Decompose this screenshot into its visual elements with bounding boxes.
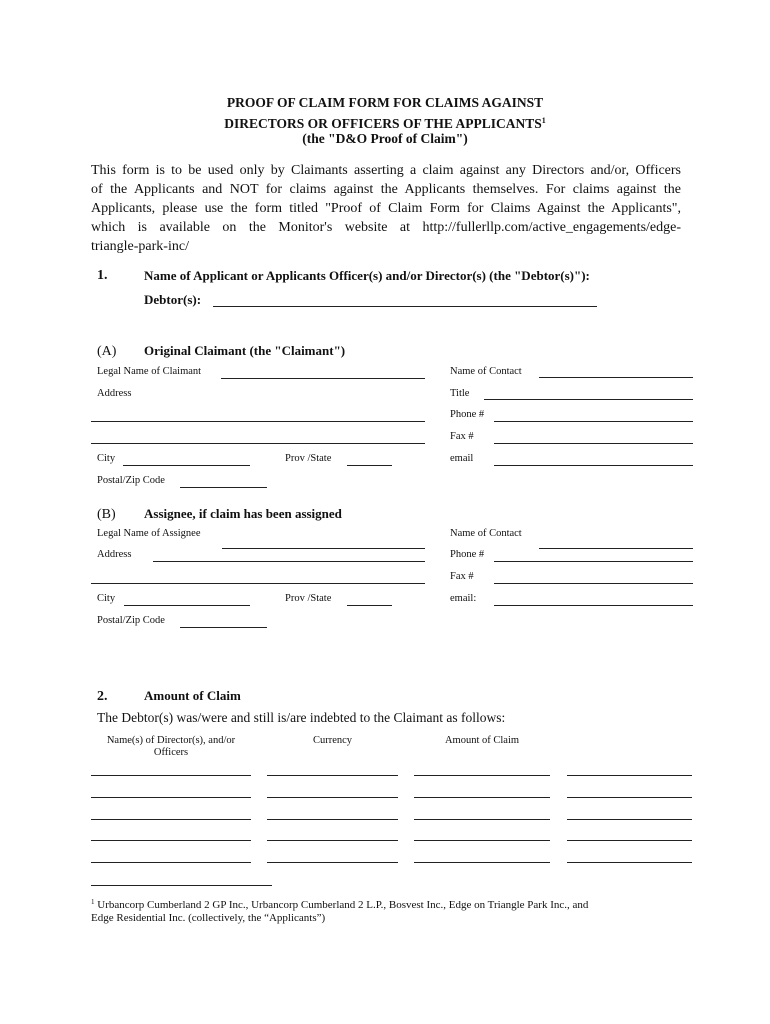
legal-name-assignee-label: Legal Name of Assignee xyxy=(97,528,201,539)
claim-row-extra-line[interactable] xyxy=(567,775,692,776)
assignee-prov-state-label: Prov /State xyxy=(285,593,332,604)
column-header-amount: Amount of Claim xyxy=(444,735,520,746)
claim-row-extra-line[interactable] xyxy=(567,819,692,820)
phone-label: Phone # xyxy=(450,409,485,420)
footnote-line-2: Edge Residential Inc. (collectively, the “Applicants”) xyxy=(91,912,326,924)
address-line-2[interactable] xyxy=(91,443,425,444)
claim-row-currency-line[interactable] xyxy=(267,819,398,820)
claim-row-amount-line[interactable] xyxy=(414,862,550,863)
intro-line: Applicants, please use the form titled "Proof of Claim Form for Claims Against the Applicants", xyxy=(91,201,681,216)
assignee-phone-label: Phone # xyxy=(450,549,485,560)
claim-row-director-line[interactable] xyxy=(91,840,251,841)
contact-name-line[interactable] xyxy=(539,377,693,378)
legal-name-claimant-label: Legal Name of Claimant xyxy=(97,366,202,377)
claim-row-currency-line[interactable] xyxy=(267,862,398,863)
claim-row-director-line[interactable] xyxy=(91,862,251,863)
footnote-mark: 1 xyxy=(91,898,95,906)
section-b-heading: Assignee, if claim has been assigned xyxy=(144,506,342,521)
legal-name-assignee-line[interactable] xyxy=(222,548,425,549)
section-1-heading: Name of Applicant or Applicants Officer(s) and/or Director(s) (the "Debtor(s)"): xyxy=(144,268,590,283)
column-header-directors-line-2: Officers xyxy=(153,747,189,758)
column-header-directors-line-1: Name(s) of Director(s), and/or xyxy=(106,735,236,746)
email-line[interactable] xyxy=(494,465,693,466)
claim-row-amount-line[interactable] xyxy=(414,840,550,841)
indebtedness-statement: The Debtor(s) was/were and still is/are indebted to the Claimant as follows: xyxy=(97,710,506,725)
address-line-1[interactable] xyxy=(91,421,425,422)
intro-line: which is available on the Monitor's website at http://fullerllp.com/active_engagements/edge- xyxy=(91,220,681,235)
column-header-directors xyxy=(91,735,251,758)
claim-row-extra-line[interactable] xyxy=(567,797,692,798)
assignee-contact-name-label: Name of Contact xyxy=(450,528,522,539)
claim-row-director-line[interactable] xyxy=(91,775,251,776)
legal-name-claimant-line[interactable] xyxy=(221,378,425,379)
title-label: Title xyxy=(450,388,470,399)
form-title-line-3: (the "D&O Proof of Claim") xyxy=(302,131,468,146)
assignee-city-label: City xyxy=(97,593,116,604)
column-header-currency: Currency xyxy=(312,735,353,746)
claim-row-director-line[interactable] xyxy=(91,819,251,820)
section-a-heading: Original Claimant (the "Claimant") xyxy=(144,343,346,358)
assignee-phone-line[interactable] xyxy=(494,561,693,562)
assignee-prov-state-line[interactable] xyxy=(347,605,392,606)
assignee-postal-code-label: Postal/Zip Code xyxy=(97,615,165,626)
assignee-fax-label: Fax # xyxy=(450,571,474,582)
email-label: email xyxy=(450,453,474,464)
assignee-city-line[interactable] xyxy=(124,605,250,606)
claim-row-director-line[interactable] xyxy=(91,797,251,798)
claim-row-currency-line[interactable] xyxy=(267,797,398,798)
claim-row-currency-line[interactable] xyxy=(267,775,398,776)
assignee-email-line[interactable] xyxy=(494,605,693,606)
postal-code-line[interactable] xyxy=(180,487,267,488)
section-2-heading: Amount of Claim xyxy=(144,688,241,703)
prov-state-line[interactable] xyxy=(347,465,392,466)
intro-line: triangle-park-inc/ xyxy=(91,239,189,254)
footnote-reference: 1 xyxy=(541,116,546,125)
section-b-marker: (B) xyxy=(97,507,116,522)
claim-row-amount-line[interactable] xyxy=(414,775,550,776)
title-line[interactable] xyxy=(484,399,693,400)
claim-row-extra-line[interactable] xyxy=(567,862,692,863)
claim-row-amount-line[interactable] xyxy=(414,819,550,820)
phone-line[interactable] xyxy=(494,421,693,422)
prov-state-label: Prov /State xyxy=(285,453,332,464)
assignee-email-label: email: xyxy=(450,593,477,604)
city-line[interactable] xyxy=(123,465,250,466)
section-2-number: 2. xyxy=(97,689,108,704)
claim-row-currency-line[interactable] xyxy=(267,840,398,841)
form-title-line-2: DIRECTORS OR OFFICERS OF THE APPLICANTS$^1$ xyxy=(224,116,546,131)
footnote-separator xyxy=(91,885,272,886)
assignee-address-label: Address xyxy=(97,549,132,560)
intro-paragraph xyxy=(91,161,681,256)
debtor-input-line[interactable] xyxy=(213,306,597,307)
section-a-marker: (A) xyxy=(97,344,117,359)
section-1-number: 1. xyxy=(97,268,108,283)
assignee-address-line-2[interactable] xyxy=(91,583,425,584)
claim-row-amount-line[interactable] xyxy=(414,797,550,798)
form-title-line-1: PROOF OF CLAIM FORM FOR CLAIMS AGAINST xyxy=(226,95,544,110)
fax-label: Fax # xyxy=(450,431,474,442)
claim-row-extra-line[interactable] xyxy=(567,840,692,841)
intro-line: This form is to be used only by Claimants asserting a claim against any Directors and/or, Officers xyxy=(91,163,681,178)
contact-name-label: Name of Contact xyxy=(450,366,522,377)
debtor-label: Debtor(s): xyxy=(144,292,202,307)
assignee-fax-line[interactable] xyxy=(494,583,693,584)
footnote-text-1: Urbancorp Cumberland 2 GP Inc., Urbancorp Cumberland 2 L.P., Bosvest Inc., Edge on Triangle Park Inc., and xyxy=(97,899,589,911)
assignee-address-line-1[interactable] xyxy=(153,561,425,562)
assignee-postal-code-line[interactable] xyxy=(180,627,267,628)
assignee-contact-name-line[interactable] xyxy=(539,548,693,549)
address-label: Address xyxy=(97,388,132,399)
fax-line[interactable] xyxy=(494,443,693,444)
postal-code-label: Postal/Zip Code xyxy=(97,475,165,486)
city-label: City xyxy=(97,453,116,464)
intro-line: of the Applicants and NOT for claims against the Applicants themselves. For claims against the xyxy=(91,182,681,197)
